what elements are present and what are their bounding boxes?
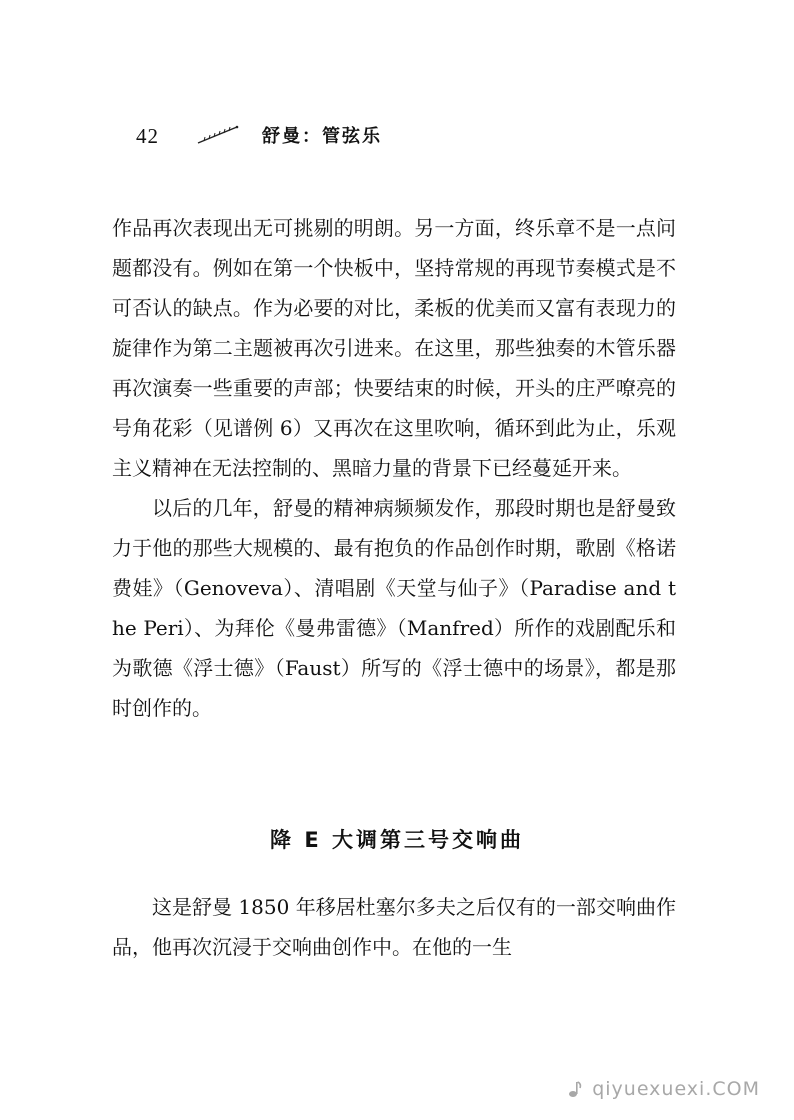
paragraph: 以后的几年，舒曼的精神病频频发作，那段时期也是舒曼致力于他的那些大规模的、最有抱负的作品创作时期，歌剧《格诺费娃》（Genoveva）、清唱剧《天堂与仙子》（Paradise and the Peri）、为拜伦《曼弗雷德》（Manfred）所作的戏剧配乐和为歌德《浮士德》（Faust）所写的《浮士德中的场景》，都是那时创作的。 xyxy=(112,496,676,720)
watermark xyxy=(568,1078,760,1100)
paragraph-continued: 作品再次表现出无可挑剔的明朗。另一方面，终乐章不是一点问题都没有。例如在第一个快板中，坚持常规的再现节奏模式是不可否认的缺点。作为必要的对比，柔板的优美而又富有表现力的旋律作为第二主题被再次引进来。在这里，那些独奏的木管乐器再次演奏一些重要的声部；快要结束的时候，开头的庄严嘹亮的号角花彩（见谱例 6）又再次在这里吹响，循环到此为止，乐观主义精神在无法控制的、黑暗力量的背景下已经蔓延开来。 xyxy=(112,216,676,480)
quill-flourish-icon xyxy=(196,124,240,146)
watermark-text: qiyuexuexi.COM xyxy=(592,1078,760,1100)
running-title: 舒曼：管弦乐 xyxy=(262,126,382,147)
page-number: 42 xyxy=(136,124,159,148)
section-heading: 降 E 大调第三号交响曲 xyxy=(270,828,524,852)
body-text-after-heading xyxy=(112,887,676,967)
paragraph: 这是舒曼 1850 年移居杜塞尔多夫之后仅有的一部交响曲作品，他再次沉浸于交响曲创作中。在他的一生 xyxy=(112,895,676,959)
body-text-before-heading xyxy=(112,208,676,728)
music-note-icon xyxy=(568,1080,582,1098)
